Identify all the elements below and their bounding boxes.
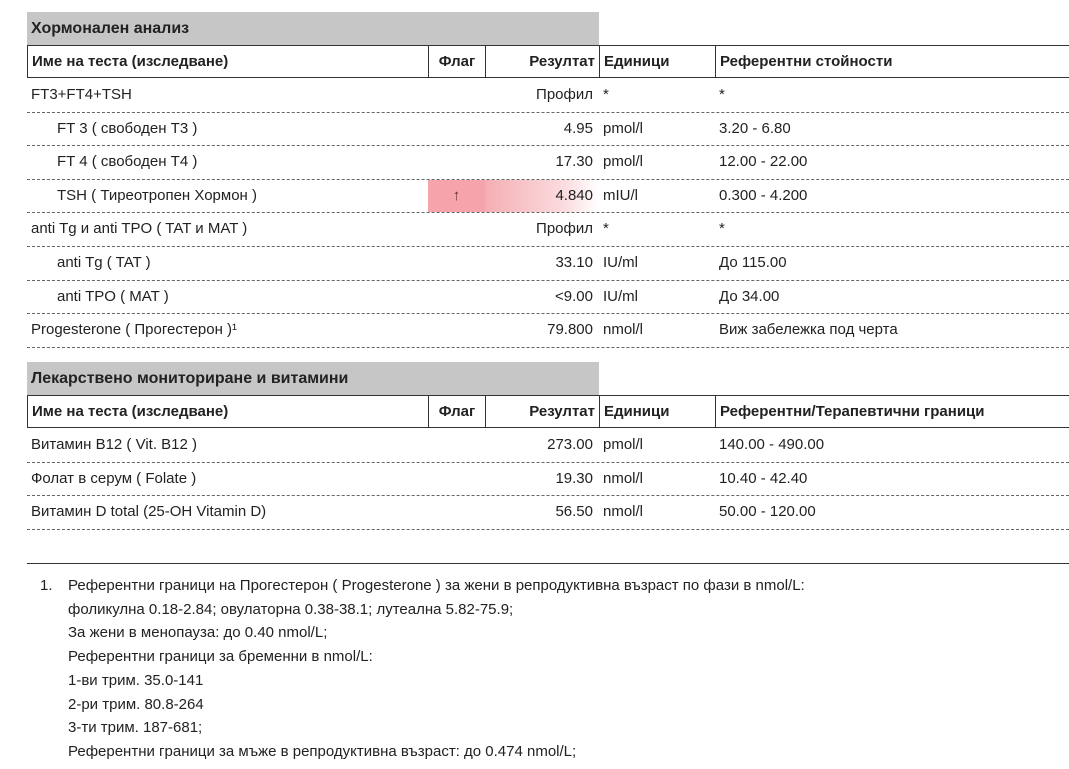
reference-cell: 12.00 - 22.00 bbox=[719, 153, 808, 171]
table-row bbox=[27, 247, 1069, 281]
reference-cell: * bbox=[719, 220, 725, 238]
result-cell: 273.00 bbox=[547, 436, 593, 453]
units-cell: mIU/l bbox=[603, 186, 638, 204]
header-result: Резултат bbox=[486, 46, 600, 77]
footnote-divider bbox=[27, 563, 1069, 564]
units-cell: * bbox=[603, 220, 609, 238]
test-name-cell: Витамин B12 ( Vit. B12 ) bbox=[31, 436, 198, 453]
test-name-cell: anti TPO ( MAT ) bbox=[57, 287, 169, 305]
flag-cell bbox=[428, 429, 485, 461]
header-result: Резултат bbox=[486, 396, 600, 427]
reference-cell: * bbox=[719, 86, 725, 103]
units-cell: * bbox=[603, 86, 609, 103]
header-reference: Референтни стойности bbox=[720, 53, 893, 70]
flag-cell: ↑ bbox=[428, 180, 485, 212]
header-test-name: Име на теста (изследване) bbox=[28, 46, 429, 77]
result-cell: 17.30 bbox=[555, 153, 593, 171]
test-name-cell: anti Tg и anti TPO ( TAT и MAT ) bbox=[31, 220, 248, 238]
table-row bbox=[27, 180, 1069, 214]
footnote-line: 3-ти трим. 187-681; bbox=[68, 719, 203, 737]
result-cell: Профил bbox=[536, 86, 593, 103]
header-flag: Флаг bbox=[429, 396, 486, 427]
table-row bbox=[27, 463, 1069, 497]
test-name-cell: Витамин D total (25-OH Vitamin D) bbox=[31, 503, 267, 521]
table-row bbox=[27, 429, 1069, 463]
units-cell: pmol/l bbox=[603, 119, 644, 137]
reference-cell: До 34.00 bbox=[719, 287, 780, 305]
flag-cell bbox=[428, 247, 485, 279]
header-units: Единици bbox=[600, 396, 716, 427]
reference-cell: 50.00 - 120.00 bbox=[719, 503, 816, 521]
test-name-cell: FT 3 ( свободен T3 ) bbox=[57, 119, 198, 137]
result-cell: 56.50 bbox=[555, 503, 593, 521]
hormonal-table-header bbox=[27, 45, 1069, 78]
header-test-name: Име на теста (изследване) bbox=[28, 396, 429, 427]
result-cell: 79.800 bbox=[547, 321, 593, 339]
table-row bbox=[27, 113, 1069, 147]
header-reference: Референтни/Терапевтични граници bbox=[720, 403, 985, 420]
footnote-line: фоликулна 0.18-2.84; овулаторна 0.38-38.1; лутеална 5.82-75.9; bbox=[68, 600, 514, 618]
result-cell: 4.840 bbox=[485, 180, 599, 212]
table-row bbox=[27, 281, 1069, 315]
test-name-cell: TSH ( Тиреотропен Хормон ) bbox=[57, 186, 258, 204]
result-cell: 4.95 bbox=[563, 119, 593, 137]
footnote-number: 1. bbox=[40, 577, 53, 594]
flag-cell bbox=[428, 79, 485, 111]
table-row bbox=[27, 213, 1069, 247]
header-flag: Флаг bbox=[429, 46, 486, 77]
table-row bbox=[27, 146, 1069, 180]
result-cell: 33.10 bbox=[555, 254, 593, 271]
units-cell: pmol/l bbox=[603, 153, 644, 171]
test-name-cell: Фолат в серум ( Folate ) bbox=[31, 469, 197, 487]
section-title-hormonal: Хормонален анализ bbox=[27, 12, 599, 45]
footnote-line: Референтни граници на Прогестерон ( Progesterone ) за жени в репродуктивна възраст по фази в nmol/L: bbox=[68, 577, 805, 594]
reference-cell: 140.00 - 490.00 bbox=[719, 436, 825, 453]
footnote-line: Референтни граници за бременни в nmol/L: bbox=[68, 648, 373, 666]
test-name-cell: anti Tg ( TAT ) bbox=[57, 254, 151, 271]
test-name-cell: Progesterone ( Прогестерон )¹ bbox=[31, 321, 238, 339]
units-cell: nmol/l bbox=[603, 469, 644, 487]
flag-cell bbox=[428, 213, 485, 245]
test-name-cell: FT 4 ( свободен T4 ) bbox=[57, 153, 198, 171]
result-cell: 19.30 bbox=[555, 469, 593, 487]
flag-cell bbox=[428, 146, 485, 178]
result-cell: <9.00 bbox=[555, 287, 593, 305]
reference-cell: Виж забележка под черта bbox=[719, 321, 898, 339]
flag-cell bbox=[428, 496, 485, 528]
drugs-table-header bbox=[27, 395, 1069, 428]
reference-cell: До 115.00 bbox=[719, 254, 787, 271]
footnote-line: За жени в менопауза: до 0.40 nmol/L; bbox=[68, 624, 328, 642]
flag-cell bbox=[428, 463, 485, 495]
table-row bbox=[27, 314, 1069, 348]
units-cell: pmol/l bbox=[603, 436, 644, 453]
header-units: Единици bbox=[600, 46, 716, 77]
test-name-cell: FT3+FT4+TSH bbox=[31, 86, 132, 103]
units-cell: nmol/l bbox=[603, 321, 644, 339]
units-cell: IU/ml bbox=[603, 287, 638, 305]
footnote-line: 2-ри трим. 80.8-264 bbox=[68, 695, 204, 713]
flag-cell bbox=[428, 314, 485, 346]
table-row bbox=[27, 79, 1069, 113]
result-cell: Профил bbox=[536, 220, 593, 238]
units-cell: IU/ml bbox=[603, 254, 638, 271]
reference-cell: 0.300 - 4.200 bbox=[719, 186, 808, 204]
table-row bbox=[27, 496, 1069, 530]
flag-cell bbox=[428, 113, 485, 145]
footnote-text bbox=[68, 574, 1048, 764]
flag-cell bbox=[428, 281, 485, 313]
section-title-drugs-vitamins: Лекарствено мониториране и витамини bbox=[27, 362, 599, 395]
units-cell: nmol/l bbox=[603, 503, 644, 521]
reference-cell: 3.20 - 6.80 bbox=[719, 119, 791, 137]
reference-cell: 10.40 - 42.40 bbox=[719, 469, 808, 487]
footnote-line: Референтни граници за мъже в репродуктивна възраст: до 0.474 nmol/L; bbox=[68, 742, 577, 760]
footnote-line: 1-ви трим. 35.0-141 bbox=[68, 671, 204, 689]
